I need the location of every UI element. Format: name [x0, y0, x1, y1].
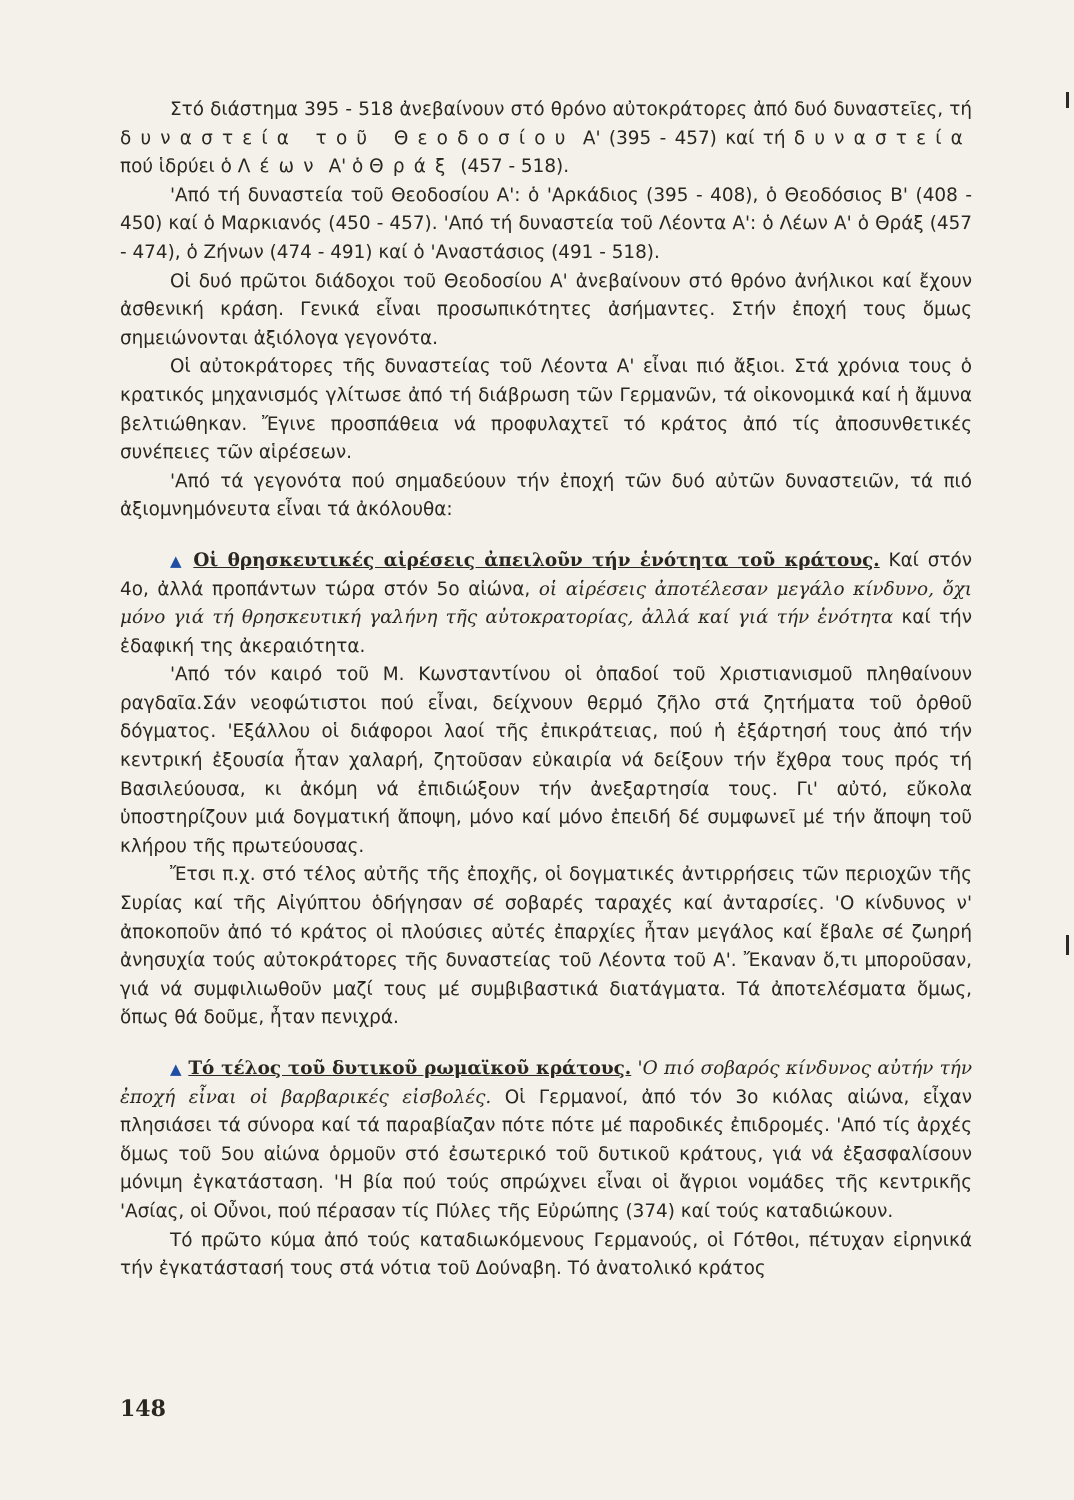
section-heading: Οἱ θρησκευτικές αἱρέσεις ἀπειλοῦν τήν ἑνότητα τοῦ κράτους. [193, 549, 880, 571]
triangle-bullet-icon: ▲ [170, 1060, 182, 1078]
section-heresies: ▲ Οἱ θρησκευτικές αἱρέσεις ἀπειλοῦν τήν ἑνότητα τοῦ κράτους. Καί στόν 4ο, ἀλλά προπάντων τώρα στόν 5ο αἰώνα, οἱ αἱρέσεις ἀποτέλεσαν μεγάλο κίνδυνο, ὄχι μόνο γιά τή θρησκευτική γαλήνη τῆς αὐτοκρατορίας, ἀλλά καί γιά τήν ἑνότητα καί τήν ἐδαφική της ἀκεραιότητα. [120, 549, 972, 657]
page-number: 148 [120, 1396, 166, 1422]
paragraph-intro: Στό διάστημα 395 - 518 ἀνεβαίνουν στό θρόνο αὐτοκράτορες ἀπό δυό δυναστεῖες, τή δυναστεία τοῦ Θεοδοσίου Α' (395 - 457) καί τή δυναστεία πού ἱδρύει ὁ Λέων Α' ὁ Θράξ (457 - 518). [120, 99, 972, 178]
scan-edge-mark [1066, 92, 1069, 108]
paragraph-goths: Τό πρῶτο κύμα ἀπό τούς καταδιωκόμενους Γερμανούς, οἱ Γότθοι, πέτυχαν εἰρηνικά τήν ἐγκατάστασή τους στά νότια τοῦ Δούναβη. Τό ἀνατολικό κράτος [120, 1229, 972, 1280]
paragraph-events-intro: 'Από τά γεγονότα πού σημαδεύουν τήν ἐποχή τῶν δυό αὐτῶν δυναστειῶν, τά πιό ἀξιομνημόνευτα εἶναι τά ἀκόλουθα: [120, 470, 972, 521]
section-heading: Τό τέλος τοῦ δυτικοῦ ρωμαϊκοῦ κράτους. [188, 1058, 632, 1079]
scan-edge-mark [1066, 935, 1069, 955]
paragraph-constantine: 'Από τόν καιρό τοῦ Μ. Κωνσταντίνου οἱ ὀπαδοί τοῦ Χριστιανισμοῦ πληθαίνουν ραγδαῖα.Σάν νεοφώτιστοι πού εἶναι, δείχνουν θερμό ζῆλο στά ζητήματα τοῦ ὀρθοῦ δόγματος. 'Εξάλλου οἱ διάφοροι λαοί τῆς ἐπικράτειας, πού ἡ ἐξάρτησή τους ἀπό τήν κεντρική ἐξουσία ἦταν χαλαρή, ζητοῦσαν εὐκαιρία νά δείξουν τήν ἔχθρα τους πρός τή Βασιλεύουσα, κι ἀκόμη νά ἐπιδιώξουν τήν ἀνεξαρτησία τους. Γι' αὐτό, εὔκολα ὑποστηρίζουν μιά δογματική ἄποψη, μόνο καί μόνο ἐπειδή δέ συμφωνεῖ μέ τήν ἄποψη τοῦ κλήρου τῆς πρωτεύουσας. [120, 664, 972, 857]
triangle-bullet-icon: ▲ [170, 551, 185, 570]
paragraph-dynasties: 'Από τή δυναστεία τοῦ Θεοδοσίου Α': ὁ 'Αρκάδιος (395 - 408), ὁ Θεοδόσιος Β' (408 - 450) καί ὁ Μαρκιανός (450 - 457). 'Από τή δυναστεία τοῦ Λέοντα Α': ὁ Λέων Α' ὁ Θράξ (457 - 474), ὁ Ζήνων (474 - 491) καί ὁ 'Αναστάσιος (491 - 518). [120, 184, 972, 263]
paragraph-successors: Οἱ δυό πρῶτοι διάδοχοι τοῦ Θεοδοσίου Α' ἀνεβαίνουν στό θρόνο ἀνήλικοι καί ἔχουν ἀσθενική κράση. Γενικά εἶναι προσωπικότητες ἀσήμαντες. Στήν ἐποχή τους ὅμως σημειώνονται ἀξιόλογα γεγονότα. [120, 270, 972, 349]
paragraph-syria-egypt: Ἔτσι π.χ. στό τέλος αὐτῆς τῆς ἐποχῆς, οἱ δογματικές ἀντιρρήσεις τῶν περιοχῶν τῆς Συρίας καί τῆς Αἰγύπτου ὁδήγησαν σέ σοβαρές ταραχές καί ἀνταρσίες. 'Ο κίνδυνος ν' ἀποκοποῦν ἀπό τό κράτος οἱ πλούσιες αὐτές ἐπαρχίες ἦταν μεγάλος καί ἔβαλε σέ ζωηρή ἀνησυχία τούς αὐτοκράτορες τῆς δυναστείας τοῦ Λέοντα τοῦ Α'. Ἔκαναν ὅ,τι μποροῦσαν, γιά νά συμφιλιωθοῦν μαζί τους μέ συμβιβαστικά διατάγματα. Τά ἀποτελέσματα ὅμως, ὅπως θά δοῦμε, ἦταν πενιχρά. [120, 864, 972, 1029]
section-west-end: ▲ Τό τέλος τοῦ δυτικοῦ ρωμαϊκοῦ κράτους. 'Ο πιό σοβαρός κίνδυνος αὐτήν τήν ἐποχή εἶναι οἱ βαρβαρικές εἰσβολές. Οἱ Γερμανοί, ἀπό τόν 3ο κιόλας αἰώνα, εἶχαν πλησιάσει τά σύνορα καί τά παραβίαζαν πότε πότε μέ παροδικές ἐπιδρομές. 'Από τίς ἀρχές ὅμως τοῦ 5ου αἰώνα ὁρμοῦν στό ἐσωτερικό τοῦ δυτικοῦ κράτους, γιά νά ἐξασφαλίσουν μόνιμη ἐγκατάσταση. 'Η βία πού τούς σπρώχνει εἶναι οἱ ἄγριοι νομάδες τῆς κεντρικῆς 'Ασίας, οἱ Οὖνοι, πού πέρασαν τίς Πύλες τῆς Εὐρώπης (374) καί τούς καταδιώκουν. [120, 1058, 973, 1222]
body-text [120, 96, 972, 1284]
paragraph-leo-dynasty: Οἱ αὐτοκράτορες τῆς δυναστείας τοῦ Λέοντα Α' εἶναι πιό ἄξιοι. Στά χρόνια τους ὁ κρατικός μηχανισμός γλίτωσε ἀπό τή διάβρωση τῶν Γερμανῶν, τά οἰκονομικά καί ἡ ἄμυνα βελτιώθηκαν. Ἔγινε προσπάθεια νά προφυλαχτεῖ τό κράτος ἀπό τίς ἀποσυνθετικές συνέπειες τῶν αἱρέσεων. [120, 356, 972, 464]
